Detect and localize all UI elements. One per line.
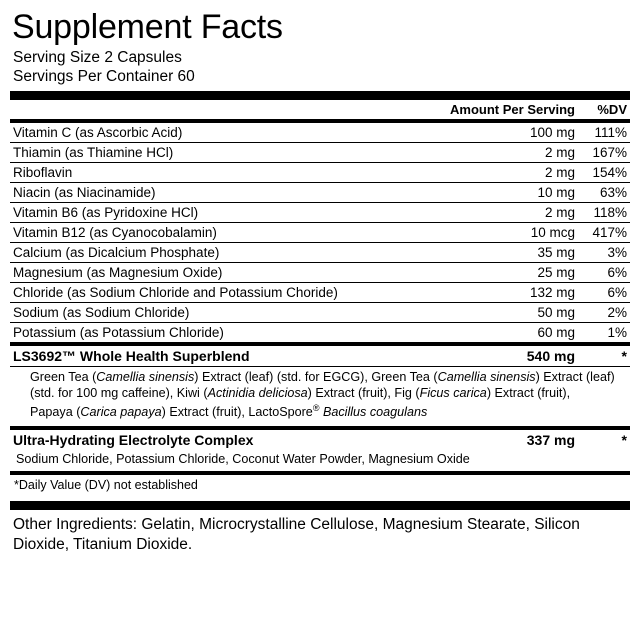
header-nutrient bbox=[10, 100, 450, 119]
nutrient-amount: 2 mg bbox=[470, 143, 575, 163]
serving-size: Serving Size 2 Capsules bbox=[13, 49, 182, 66]
nutrient-name: Sodium (as Sodium Chloride) bbox=[10, 303, 470, 323]
table-row bbox=[10, 143, 630, 163]
blend-amount: 337 mg bbox=[470, 428, 575, 450]
nutrition-table-body bbox=[10, 100, 630, 119]
nutrient-rows-body bbox=[10, 123, 630, 342]
table-header-row bbox=[10, 100, 630, 119]
table-row bbox=[10, 223, 630, 243]
table-row bbox=[10, 263, 630, 283]
table-row bbox=[10, 323, 630, 343]
nutrient-percent-dv: 154% bbox=[575, 163, 630, 183]
table-row bbox=[10, 303, 630, 323]
nutrient-percent-dv: 417% bbox=[575, 223, 630, 243]
blend-ingredients: Sodium Chloride, Potassium Chloride, Coconut Water Powder, Magnesium Oxide bbox=[16, 451, 470, 466]
nutrient-rows-table bbox=[10, 123, 630, 342]
divider-thick-top bbox=[10, 91, 630, 100]
nutrient-amount: 50 mg bbox=[470, 303, 575, 323]
table-row bbox=[10, 123, 630, 143]
nutrient-percent-dv: 111% bbox=[594, 125, 627, 140]
nutrient-name: Vitamin C (as Ascorbic Acid) bbox=[13, 125, 183, 140]
nutrient-percent-dv: 3% bbox=[575, 243, 630, 263]
blend-sections bbox=[10, 342, 630, 471]
blend-name: Ultra-Hydrating Electrolyte Complex bbox=[10, 428, 470, 450]
nutrient-name: Riboflavin bbox=[10, 163, 470, 183]
nutrient-amount: 10 mg bbox=[470, 183, 575, 203]
table-row bbox=[10, 283, 630, 303]
blend-header-table bbox=[10, 342, 630, 366]
header-amount-per-serving: Amount Per Serving bbox=[450, 102, 575, 117]
blend-amount: 540 mg bbox=[470, 344, 575, 366]
divider-thick-bottom bbox=[10, 501, 630, 510]
nutrient-amount: 10 mcg bbox=[470, 223, 575, 243]
blend-row bbox=[10, 344, 630, 366]
page-title: Supplement Facts bbox=[12, 8, 283, 46]
nutrient-name: Potassium (as Potassium Chloride) bbox=[10, 323, 470, 343]
blend-name: LS3692™ Whole Health Superblend bbox=[10, 344, 470, 366]
table-row bbox=[10, 203, 630, 223]
blend-ingredients: Green Tea (Camellia sinensis) Extract (leaf) (std. for EGCG), Green Tea (Camellia sinensis) Extract (leaf) (std. for 100 mg caffeine), Kiwi (Actinidia deliciosa) Extract (fruit), Fig (Ficus carica) Extract (fruit), Papaya (Carica papaya) Extract (fruit), LactoSpore® Bacillus coagulans bbox=[10, 366, 630, 426]
nutrient-amount: 100 mg bbox=[529, 125, 575, 140]
nutrient-percent-dv: 1% bbox=[575, 323, 630, 343]
nutrient-amount: 25 mg bbox=[470, 263, 575, 283]
blend-row bbox=[10, 428, 630, 450]
nutrient-amount: 35 mg bbox=[470, 243, 575, 263]
table-row bbox=[10, 243, 630, 263]
nutrient-name: Vitamin B6 (as Pyridoxine HCl) bbox=[10, 203, 470, 223]
nutrient-name: Vitamin B12 (as Cyanocobalamin) bbox=[10, 223, 470, 243]
nutrient-name: Chloride (as Sodium Chloride and Potassium Choride) bbox=[10, 283, 470, 303]
nutrient-name: Magnesium (as Magnesium Oxide) bbox=[10, 263, 470, 283]
nutrient-amount: 2 mg bbox=[470, 163, 575, 183]
nutrient-percent-dv: 63% bbox=[575, 183, 630, 203]
table-row bbox=[10, 163, 630, 183]
nutrient-amount: 132 mg bbox=[470, 283, 575, 303]
nutrient-amount: 2 mg bbox=[470, 203, 575, 223]
table-row bbox=[10, 183, 630, 203]
header-percent-dv: %DV bbox=[597, 102, 627, 117]
blend-header-table bbox=[10, 426, 630, 450]
nutrient-name: Calcium (as Dicalcium Phosphate) bbox=[10, 243, 470, 263]
nutrient-amount: 60 mg bbox=[470, 323, 575, 343]
nutrient-percent-dv: 118% bbox=[575, 203, 630, 223]
nutrient-name: Thiamin (as Thiamine HCl) bbox=[10, 143, 470, 163]
other-ingredients: Other Ingredients: Gelatin, Microcrystalline Cellulose, Magnesium Stearate, Silicon Dioxide, Titanium Dioxide. bbox=[13, 516, 580, 553]
nutrient-name: Niacin (as Niacinamide) bbox=[10, 183, 470, 203]
nutrient-percent-dv: 6% bbox=[575, 283, 630, 303]
blend-percent-dv: * bbox=[575, 428, 630, 450]
servings-per-container: Servings Per Container 60 bbox=[13, 68, 195, 85]
nutrient-percent-dv: 6% bbox=[575, 263, 630, 283]
nutrient-percent-dv: 167% bbox=[575, 143, 630, 163]
nutrient-percent-dv: 2% bbox=[575, 303, 630, 323]
daily-value-footnote: *Daily Value (DV) not established bbox=[10, 471, 630, 496]
nutrition-table bbox=[10, 100, 630, 119]
blend-percent-dv: * bbox=[575, 344, 630, 366]
